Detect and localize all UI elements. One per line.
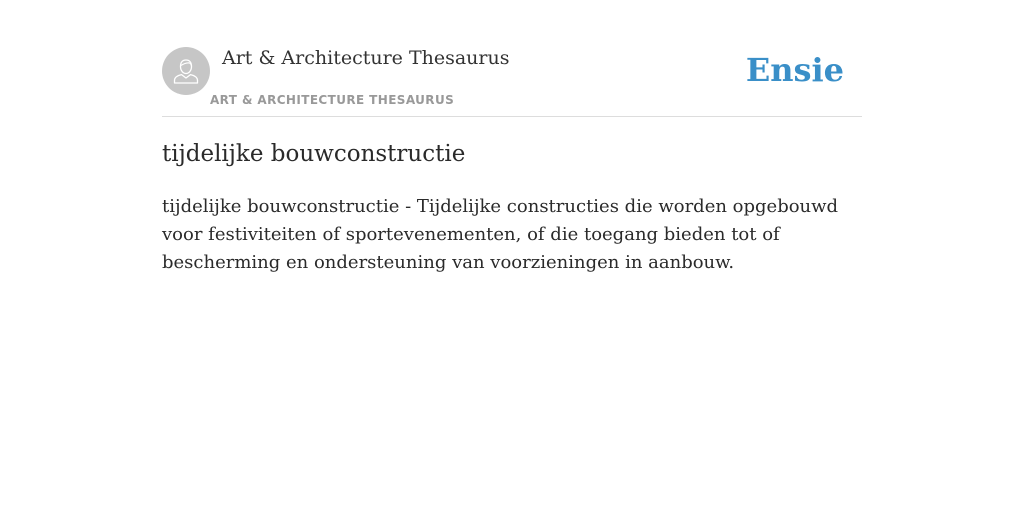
definition-text: tijdelijke bouwconstructie - Tijdelijke constructies die worden opgebouwd voor festiviteiten of sportevenementen, of die toegang bieden tot of bescherming en ondersteuning van voorzieningen in aanbouw. (162, 196, 839, 273)
author-name-link[interactable]: Art & Architecture Thesaurus (222, 47, 510, 69)
brand-logo[interactable]: Ensie (745, 51, 844, 89)
user-icon (171, 56, 201, 86)
page-title: tijdelijke bouwconstructie (162, 141, 466, 167)
author-subtitle: ART & ARCHITECTURE THESAURUS (210, 93, 455, 107)
page-header (162, 46, 862, 117)
avatar[interactable] (162, 47, 210, 95)
